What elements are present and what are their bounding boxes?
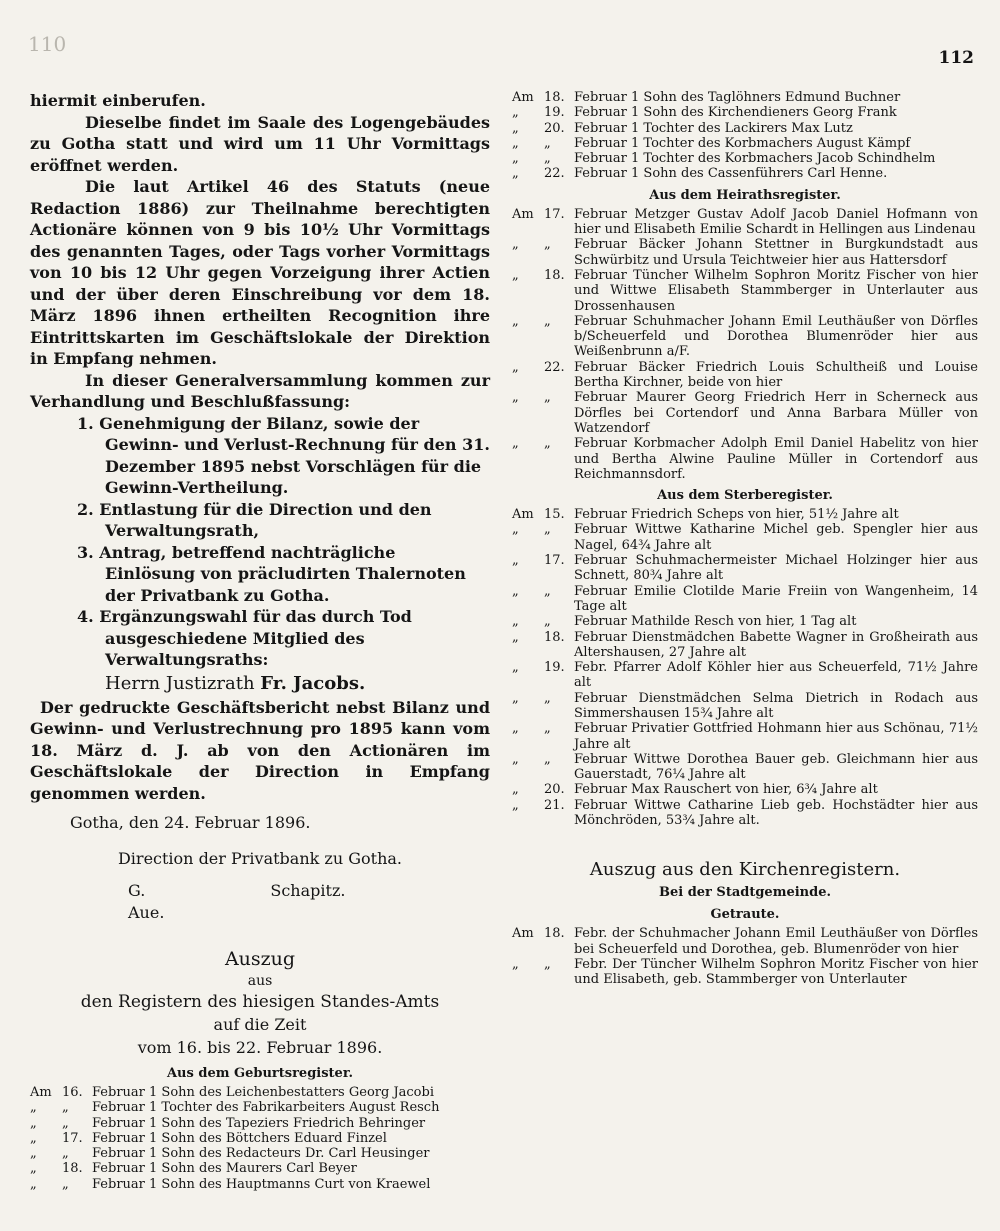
entry-prefix: „ bbox=[512, 721, 519, 737]
entry-day: 18. bbox=[544, 926, 565, 942]
notice-signers: G. Schapitz. Aue. bbox=[128, 881, 346, 922]
entry-text: Februar 1 Sohn des Redacteurs Dr. Carl Heusinger bbox=[92, 1146, 430, 1162]
entry-text: Februar Max Rauschert von hier, 6¾ Jahre alt bbox=[574, 782, 878, 798]
entry-prefix: „ bbox=[30, 1100, 37, 1116]
entry-text: Februar 1 Sohn des Maurers Carl Beyer bbox=[92, 1161, 357, 1177]
notice-report: Der gedruckte Geschäftsbericht nebst Bilanz und Gewinn- und Verlustrechnung pro 1895 kann vom 18. März d. J. ab von den Actionären im Geschäftslokale der Direction in Empfang genommen werden. bbox=[30, 697, 490, 803]
candidate-line bbox=[30, 671, 490, 697]
entry-day: „ bbox=[544, 390, 551, 406]
entry-text: Februar Schuhmacher Johann Emil Leuthäußer von Dörfles b/Scheuerfeld und Dorothea Blumenröder hier aus Weißenbrunn a/F. bbox=[574, 313, 978, 360]
right-column bbox=[512, 90, 978, 988]
entry-text: Februar 1 Sohn des Böttchers Eduard Finzel bbox=[92, 1130, 387, 1146]
notice-agenda-intro: In dieser Generalversammlung kommen zur Verhandlung und Beschlußfassung: bbox=[30, 370, 490, 411]
register-entry bbox=[512, 660, 978, 691]
entry-text: Februar 1 Sohn des Tapeziers Friedrich Behringer bbox=[92, 1115, 426, 1131]
entry-day: 17. bbox=[544, 553, 565, 569]
register-entry bbox=[30, 1177, 490, 1192]
entry-text: Februar 1 Tochter des Korbmachers August Kämpf bbox=[574, 135, 911, 151]
agenda-list bbox=[30, 413, 490, 671]
entry-text: Februar Maurer Georg Friedrich Herr in Scherneck aus Dörfles bei Cortendorf und Anna Barbara Müller von Watzendorf bbox=[574, 390, 978, 436]
register-entry bbox=[512, 522, 978, 553]
church-register-title: Auszug aus den Kirchenregistern. bbox=[589, 859, 901, 881]
register-entry bbox=[30, 1085, 490, 1100]
entry-prefix: „ bbox=[512, 522, 519, 538]
notice-opening: hiermit einberufen. bbox=[30, 91, 206, 110]
register-entry bbox=[512, 957, 978, 988]
entry-text: Februar Metzger Gustav Adolf Jacob Daniel Hofmann von hier und Elisabeth Emilie Schardt in Hellingen aus Lindenau bbox=[574, 206, 978, 238]
entry-prefix: Am bbox=[512, 206, 534, 222]
entry-prefix: „ bbox=[512, 583, 519, 599]
entry-prefix: „ bbox=[512, 390, 519, 406]
register-entry bbox=[512, 752, 978, 783]
entry-day: 15. bbox=[544, 507, 565, 523]
entry-day: 18. bbox=[544, 629, 565, 645]
birth-list-left bbox=[30, 1085, 490, 1192]
notice-date: Gotha, den 24. Februar 1896. bbox=[70, 813, 311, 832]
marriage-list bbox=[512, 207, 978, 482]
entry-text: Februar 1 Sohn des Cassenführers Carl Henne. bbox=[574, 166, 888, 182]
entry-prefix: „ bbox=[30, 1146, 37, 1162]
register-entry bbox=[512, 151, 978, 166]
entry-day: „ bbox=[544, 135, 551, 151]
entry-day: „ bbox=[544, 751, 551, 767]
church-register-getraute: Getraute. bbox=[710, 907, 780, 923]
entry-prefix: „ bbox=[512, 313, 519, 329]
entry-prefix: „ bbox=[512, 166, 519, 182]
entry-day: „ bbox=[62, 1115, 69, 1131]
candidate-title: Herrn Justizrath bbox=[105, 672, 255, 694]
church-register-sub: Bei der Stadtgemeinde. bbox=[658, 885, 832, 901]
entry-day: „ bbox=[62, 1176, 69, 1192]
entry-prefix: „ bbox=[30, 1161, 37, 1177]
entry-day: 20. bbox=[544, 782, 565, 798]
entry-text: Februar 1 Sohn des Taglöhners Edmund Buchner bbox=[574, 90, 901, 105]
entry-text: Februar 1 Sohn des Kirchendieners Georg Frank bbox=[574, 105, 897, 121]
register-entry bbox=[512, 268, 978, 314]
birth-list-right bbox=[512, 90, 978, 182]
entry-text: Februar Bäcker Johann Stettner in Burgkundstadt aus Schwürbitz und Ursula Teichtweier hier aus Hattersdorf bbox=[574, 237, 978, 268]
entry-day: 20. bbox=[544, 120, 565, 136]
entry-day: 21. bbox=[544, 797, 565, 813]
entry-day: 18. bbox=[544, 267, 565, 283]
entry-prefix: „ bbox=[512, 690, 519, 706]
register-entry bbox=[512, 121, 978, 136]
entry-day: 17. bbox=[62, 1130, 83, 1146]
entry-day: „ bbox=[544, 583, 551, 599]
entry-prefix: „ bbox=[512, 120, 519, 136]
register-entry bbox=[512, 166, 978, 181]
entry-prefix: „ bbox=[512, 614, 519, 630]
bleedthrough-page-number: 110 bbox=[28, 32, 67, 56]
death-register-heading: Aus dem Sterberegister. bbox=[657, 488, 833, 504]
register-entry bbox=[30, 1146, 490, 1161]
entry-day: „ bbox=[544, 721, 551, 737]
entry-day: „ bbox=[544, 522, 551, 538]
entry-day: „ bbox=[544, 614, 551, 630]
agenda-item: 3. Antrag, betreffend nachträgliche Einlösung von präcludirten Thalernoten der Privatbank zu Gotha. bbox=[77, 542, 466, 605]
entry-prefix: „ bbox=[512, 359, 519, 375]
register-entry bbox=[512, 507, 978, 522]
entry-text: Februar 1 Tochter des Korbmachers Jacob Schindhelm bbox=[574, 151, 936, 167]
entry-prefix: Am bbox=[30, 1085, 52, 1100]
entry-text: Februar Emilie Clotilde Marie Freiin von Wangenheim, 14 Tage alt bbox=[574, 583, 978, 614]
entry-text: Februar Wittwe Dorothea Bauer geb. Gleichmann hier aus Gauerstadt, 76¼ Jahre alt bbox=[574, 751, 978, 783]
auszug-zeit: auf die Zeit bbox=[213, 1015, 307, 1034]
entry-text: Februar Schuhmachermeister Michael Holzinger hier aus Schnett, 80¾ Jahre alt bbox=[574, 553, 978, 584]
entry-text: Februar Privatier Gottfried Hohmann hier aus Schönau, 71½ Jahre alt bbox=[574, 721, 978, 752]
birth-register-heading: Aus dem Geburtsregister. bbox=[166, 1066, 354, 1081]
church-list bbox=[512, 926, 978, 987]
entry-day: 19. bbox=[544, 105, 565, 121]
entry-prefix: „ bbox=[512, 151, 519, 167]
entry-text: Febr. Pfarrer Adolf Köhler hier aus Scheuerfeld, 71½ Jahre alt bbox=[574, 660, 978, 691]
entry-prefix: „ bbox=[512, 660, 519, 676]
entry-day: „ bbox=[544, 436, 551, 452]
agenda-item: 4. Ergänzungswahl für das durch Tod ausgeschiedene Mitglied des Verwaltungsraths: bbox=[77, 607, 412, 669]
entry-text: Febr. der Schuhmacher Johann Emil Leuthäußer von Dörfles bei Scheuerfeld und Dorothea, geb. Blumenröder von hier bbox=[574, 926, 978, 957]
notice-admission: Die laut Artikel 46 des Statuts (neue Redaction 1886) zur Theilnahme berechtigten Actionäre können von 9 bis 10½ Uhr Vormittags des genannten Tages, oder Tags vorher Vormittags von 10 bis 12 Uhr gegen Vorzeigung ihrer Actien und der über deren Einschreibung vor dem 18. März 1896 ihnen ertheilten Recognition ihre Eintrittskarten im Geschäftslokale der Direktion in Empfang nehmen. bbox=[30, 177, 490, 368]
entry-text: Februar 1 Tochter des Fabrikarbeiters August Resch bbox=[92, 1100, 440, 1116]
register-entry bbox=[512, 691, 978, 722]
entry-prefix: „ bbox=[512, 629, 519, 645]
entry-text: Februar 1 Sohn des Hauptmanns Curt von Kraewel bbox=[92, 1176, 431, 1192]
entry-day: „ bbox=[62, 1146, 69, 1162]
entry-text: Februar Korbmacher Adolph Emil Daniel Habelitz von hier und Bertha Alwine Pauline Müller in Cortendorf aus Reichmannsdorf. bbox=[574, 436, 978, 482]
auszug-title: Auszug bbox=[224, 948, 296, 970]
entry-day: 18. bbox=[62, 1161, 83, 1177]
register-entry bbox=[512, 105, 978, 120]
left-column bbox=[30, 90, 490, 1192]
register-entry bbox=[512, 614, 978, 629]
entry-day: 22. bbox=[544, 359, 565, 375]
entry-prefix: „ bbox=[512, 797, 519, 813]
register-entry bbox=[512, 237, 978, 268]
entry-text: Febr. Der Tüncher Wilhelm Sophron Moritz Fischer von hier und Elisabeth, geb. Stammberger von Unterlauter bbox=[574, 956, 978, 988]
register-entry bbox=[512, 782, 978, 797]
register-entry bbox=[512, 390, 978, 436]
entry-prefix: „ bbox=[512, 751, 519, 767]
entry-prefix: „ bbox=[30, 1130, 37, 1146]
entry-text: Februar Tüncher Wilhelm Sophron Moritz Fischer von hier und Wittwe Elisabeth Stammberger in Unterlauter aus Drossenhausen bbox=[574, 267, 978, 314]
agenda-item: 1. Genehmigung der Bilanz, sowie der Gewinn- und Verlust-Rechnung für den 31. Dezember 1895 nebst Vorschlägen für die Gewinn-Vertheilung. bbox=[77, 413, 490, 497]
auszug-aus: aus bbox=[247, 973, 273, 989]
entry-text: Februar Dienstmädchen Selma Dietrich in Rodach aus Simmershausen 15¾ Jahre alt bbox=[574, 690, 978, 721]
entry-day: „ bbox=[544, 151, 551, 167]
notice-signature: Direction der Privatbank zu Gotha. bbox=[117, 849, 403, 868]
entry-text: Februar 1 Sohn des Leichenbestatters Georg Jacobi bbox=[92, 1085, 434, 1100]
auszug-range: vom 16. bis 22. Februar 1896. bbox=[137, 1038, 383, 1057]
entry-day: 19. bbox=[544, 660, 565, 676]
entry-prefix: „ bbox=[30, 1176, 37, 1192]
entry-prefix: Am bbox=[512, 507, 534, 523]
entry-text: Februar 1 Tochter des Lackirers Max Lutz bbox=[574, 120, 853, 136]
entry-prefix: „ bbox=[30, 1115, 37, 1131]
register-entry bbox=[30, 1161, 490, 1176]
entry-day: „ bbox=[544, 313, 551, 329]
register-entry bbox=[30, 1116, 490, 1131]
death-list bbox=[512, 507, 978, 828]
auszug-registers: den Registern des hiesigen Standes-Amts bbox=[80, 992, 440, 1012]
register-entry bbox=[512, 584, 978, 615]
notice-location: Dieselbe findet im Saale des Logengebäudes zu Gotha statt und wird um 11 Uhr Vormittags eröffnet werden. bbox=[30, 112, 490, 175]
entry-text: Februar Wittwe Katharine Michel geb. Spengler hier aus Nagel, 64¾ Jahre alt bbox=[574, 522, 978, 553]
register-entry bbox=[512, 136, 978, 151]
entry-text: Februar Bäcker Friedrich Louis Schultheiß und Louise Bertha Kirchner, beide von hier bbox=[574, 359, 978, 391]
entry-prefix: „ bbox=[512, 237, 519, 253]
entry-day: 16. bbox=[62, 1085, 83, 1100]
register-entry bbox=[512, 721, 978, 752]
entry-day: 18. bbox=[544, 90, 565, 105]
register-entry bbox=[512, 436, 978, 482]
register-entry bbox=[512, 630, 978, 661]
candidate-name: Fr. Jacobs. bbox=[260, 672, 366, 694]
register-entry bbox=[30, 1100, 490, 1115]
register-entry bbox=[512, 90, 978, 105]
entry-prefix: „ bbox=[512, 105, 519, 121]
entry-text: Februar Friedrich Scheps von hier, 51½ Jahre alt bbox=[574, 507, 899, 523]
entry-day: „ bbox=[62, 1100, 69, 1116]
register-entry bbox=[512, 926, 978, 957]
entry-text: Februar Mathilde Resch von hier, 1 Tag alt bbox=[574, 614, 857, 630]
entry-text: Februar Wittwe Catharine Lieb geb. Hochstädter hier aus Mönchröden, 53¾ Jahre alt. bbox=[574, 797, 978, 829]
register-entry bbox=[512, 360, 978, 391]
entry-text: Februar Dienstmädchen Babette Wagner in Großheirath aus Altershausen, 27 Jahre alt bbox=[574, 629, 978, 660]
marriage-register-heading: Aus dem Heirathsregister. bbox=[649, 187, 841, 203]
register-entry bbox=[512, 798, 978, 829]
entry-day: 22. bbox=[544, 166, 565, 182]
register-entry bbox=[512, 314, 978, 360]
register-entry bbox=[30, 1131, 490, 1146]
entry-prefix: Am bbox=[512, 926, 534, 942]
entry-day: „ bbox=[544, 956, 551, 972]
entry-prefix: Am bbox=[512, 90, 534, 105]
entry-day: „ bbox=[544, 690, 551, 706]
entry-prefix: „ bbox=[512, 956, 519, 972]
entry-day: 17. bbox=[544, 206, 565, 222]
entry-prefix: „ bbox=[512, 782, 519, 798]
entry-day: „ bbox=[544, 237, 551, 253]
register-entry bbox=[512, 553, 978, 584]
entry-prefix: „ bbox=[512, 267, 519, 283]
entry-prefix: „ bbox=[512, 135, 519, 151]
agenda-item: 2. Entlastung für die Direction und den Verwaltungsrath, bbox=[77, 499, 432, 540]
register-entry bbox=[512, 207, 978, 238]
entry-prefix: „ bbox=[512, 436, 519, 452]
page-number: 112 bbox=[938, 48, 974, 68]
entry-prefix: „ bbox=[512, 553, 519, 569]
